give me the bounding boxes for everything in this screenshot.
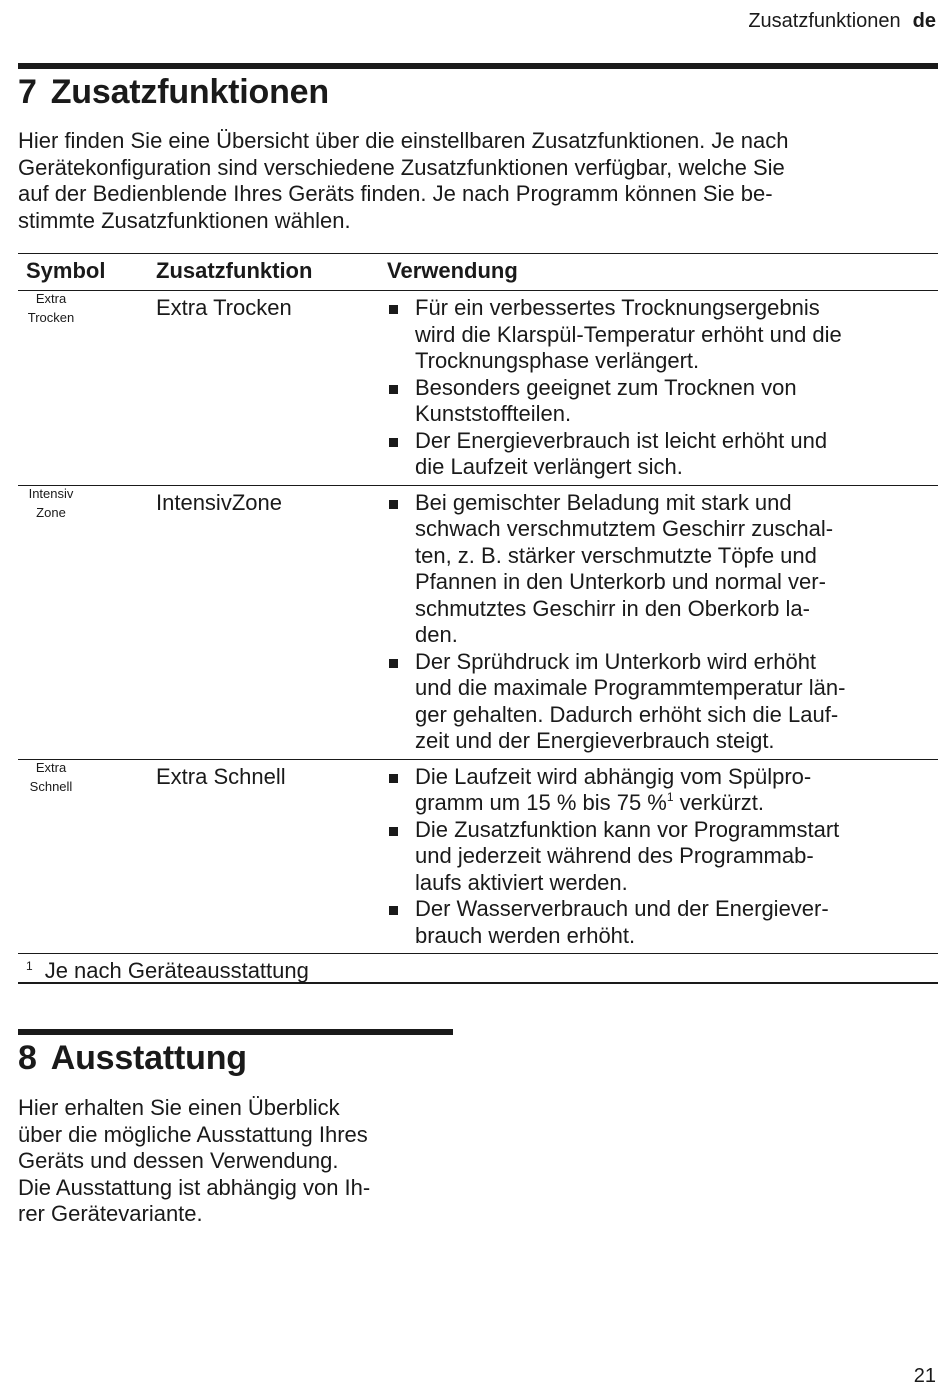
table-header-row [18, 254, 938, 291]
symbol-line: Intensiv [28, 485, 74, 501]
usage-line: zeit und der Energieverbrauch steigt. [415, 728, 775, 753]
usage-line: Der Energieverbrauch ist leicht erhöht und [415, 427, 828, 453]
language-code: de [912, 10, 936, 32]
symbol-line: Extra [35, 759, 67, 775]
intro-line: rer Gerätevariante. [18, 1201, 203, 1226]
usage-line: verkürzt. [673, 790, 765, 815]
intro-line: über die mögliche Ausstattung Ihres [18, 1121, 368, 1147]
page-number: 21 [913, 1365, 936, 1387]
footnote-mark: 1 [26, 959, 33, 973]
usage-item [387, 764, 938, 817]
usage-item [387, 490, 938, 649]
usage-item [387, 295, 938, 375]
function-name: Extra Trocken [156, 291, 387, 486]
section-8-intro [18, 1095, 453, 1228]
usage-line: Bei gemischter Beladung mit stark und [415, 489, 792, 515]
usage-line: Der Sprühdruck im Unterkorb wird erhöht [415, 648, 817, 674]
feature-table [18, 253, 938, 954]
usage-line: Die Laufzeit wird abhängig vom Spülpro- [415, 763, 812, 789]
table-row [18, 759, 938, 954]
table-footnote [18, 950, 938, 984]
extra-schnell-symbol-icon [18, 758, 84, 796]
symbol-line: Zone [36, 504, 66, 520]
extra-trocken-symbol-icon [18, 289, 84, 327]
usage-line: laufs aktiviert werden. [415, 869, 628, 895]
usage-line: wird die Klarspül-Temperatur erhöht und die [415, 321, 842, 347]
usage-line: die Laufzeit verlängert sich. [415, 454, 683, 479]
section-8-number: 8 [18, 1039, 37, 1077]
usage-cell [387, 485, 938, 759]
usage-item [387, 428, 938, 481]
intro-line: Gerätekonfiguration sind verschiedene Zusatzfunktionen verfügbar, welche Sie [18, 154, 785, 180]
usage-line: ten, z. B. stärker verschmutzte Töpfe und [415, 542, 817, 568]
section-8-heading [18, 1038, 247, 1078]
running-header-section: Zusatzfunktionen [748, 10, 901, 32]
usage-item [387, 896, 938, 949]
symbol-line: Schnell [29, 778, 73, 794]
intro-line: auf der Bedienblende Ihres Geräts finden. Je nach Programm können Sie be- [18, 181, 773, 206]
symbol-cell [18, 485, 156, 759]
usage-line: Besonders geeignet zum Trocknen von [415, 374, 797, 400]
section-7-heading [18, 72, 329, 112]
intro-line: Die Ausstattung ist abhängig von Ih- [18, 1174, 371, 1200]
symbol-line: Trocken [27, 310, 75, 325]
section-8-title: Ausstattung [50, 1039, 247, 1077]
function-name: Extra Schnell [156, 759, 387, 954]
intro-line: Geräts und dessen Verwendung. [18, 1148, 339, 1173]
usage-item [387, 649, 938, 755]
usage-line: Kunststoffteilen. [415, 401, 572, 426]
footnote-reference: 1 [666, 790, 674, 804]
section-7-title: Zusatzfunktionen [50, 73, 329, 111]
usage-item [387, 375, 938, 428]
section-7-intro [18, 128, 938, 234]
column-header-usage: Verwendung [387, 254, 938, 291]
usage-cell [387, 291, 938, 486]
usage-line: und jederzeit während des Programmab- [415, 843, 814, 868]
table-row [18, 291, 938, 486]
intro-line: Hier erhalten Sie einen Überblick [18, 1095, 340, 1120]
table-row [18, 485, 938, 759]
usage-cell [387, 759, 938, 954]
intro-line: stimmte Zusatzfunktionen wählen. [18, 207, 351, 233]
usage-line: Die Zusatzfunktion kann vor Programmstart [415, 816, 840, 842]
usage-line: und die maximale Programmtemperatur län- [415, 675, 846, 700]
usage-list [387, 764, 938, 950]
symbol-line: Extra [35, 291, 67, 306]
symbol-cell [18, 291, 156, 486]
intensiv-zone-symbol-icon [18, 484, 84, 522]
column-header-symbol: Symbol [18, 254, 156, 291]
function-name: IntensivZone [156, 485, 387, 759]
section-7-number: 7 [18, 73, 37, 111]
usage-line: brauch werden erhöht. [415, 922, 636, 948]
symbol-cell [18, 759, 156, 954]
usage-line: den. [415, 622, 458, 647]
usage-line: Der Wasserverbrauch und der Energiever- [415, 896, 829, 921]
usage-list [387, 295, 938, 481]
section-7-rule [18, 63, 938, 69]
usage-line: Trocknungsphase verlängert. [415, 348, 700, 373]
intro-line: Hier finden Sie eine Übersicht über die einstellbaren Zusatzfunktionen. Je nach [18, 128, 789, 153]
column-header-function: Zusatzfunktion [156, 254, 387, 291]
usage-line: gramm um 15 % bis 75 % [415, 790, 667, 815]
usage-line: Pfannen in den Unterkorb und normal ver- [415, 569, 826, 594]
usage-line: ger gehalten. Dadurch erhöht sich die Lauf- [415, 701, 839, 727]
running-header [748, 8, 936, 34]
footnote-text: Je nach Geräteausstattung [44, 958, 309, 983]
usage-line: schwach verschmutztem Geschirr zuschal- [415, 516, 834, 541]
usage-line: schmutztes Geschirr in den Oberkorb la- [415, 595, 810, 621]
usage-line: Für ein verbessertes Trocknungsergebnis [415, 295, 820, 320]
section-8-rule [18, 1029, 453, 1035]
usage-item [387, 817, 938, 897]
usage-list [387, 490, 938, 755]
